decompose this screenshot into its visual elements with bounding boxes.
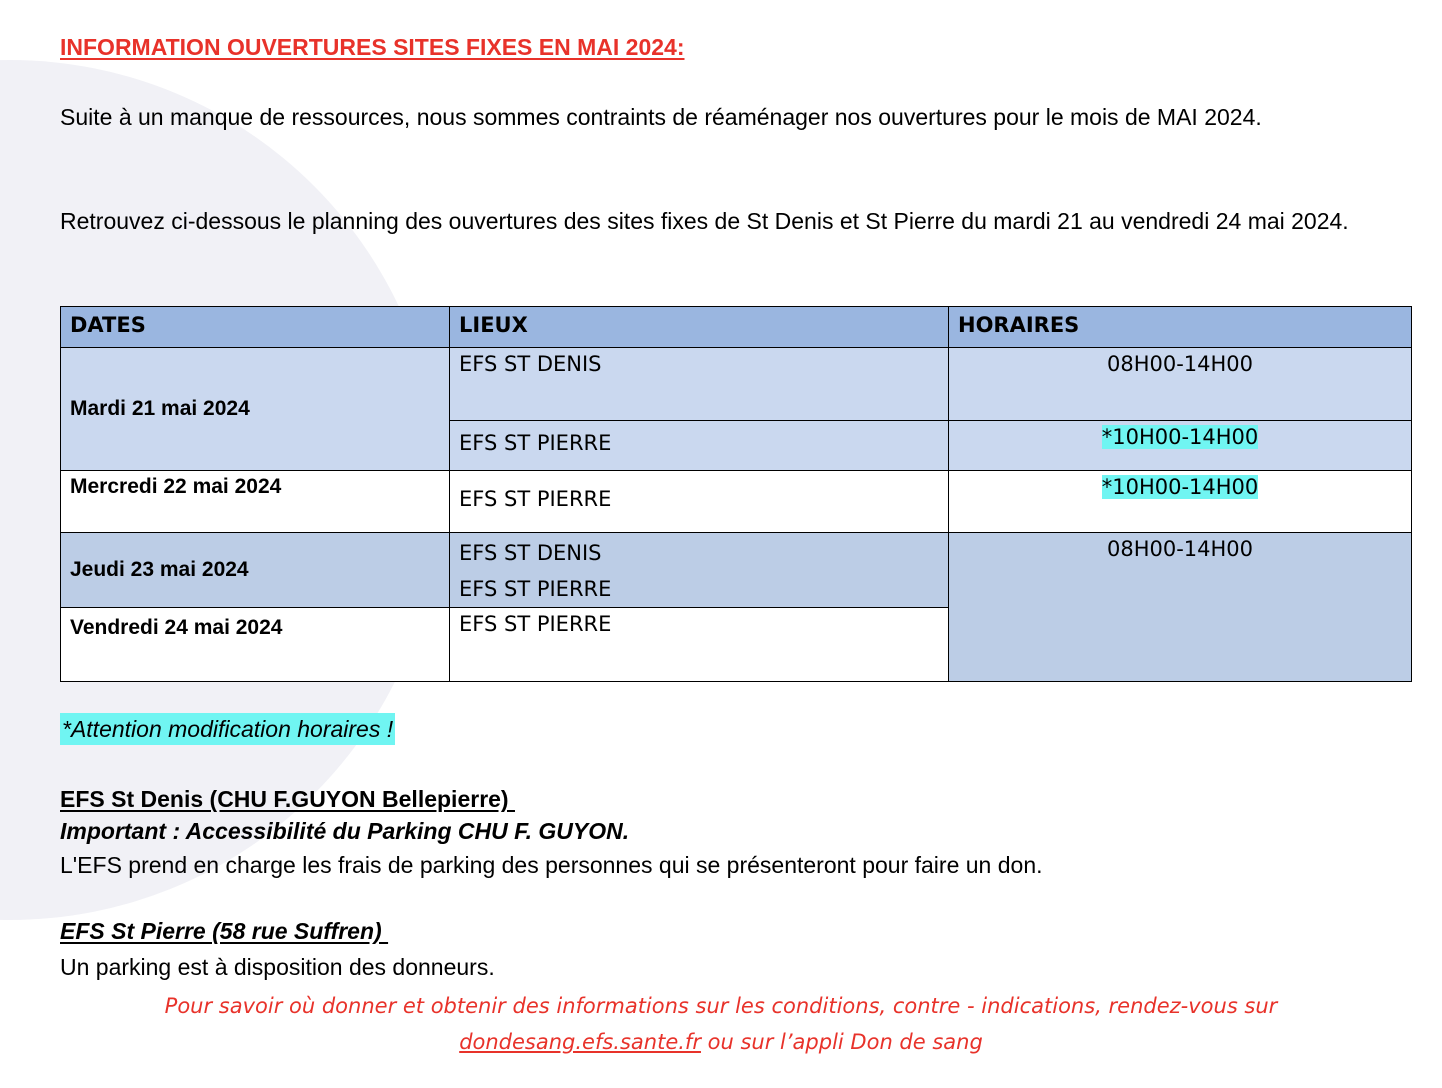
header-dates: DATES [61, 307, 450, 348]
attention-note: *Attention modification horaires ! [60, 713, 395, 745]
st-pierre-title: EFS St Pierre (58 rue Suffren) [60, 918, 389, 944]
intro-paragraph: Suite à un manque de ressources, nous sommes contraints de réaménager nos ouvertures pour le mois de MAI 2024. [60, 104, 1262, 130]
lieu-line: EFS ST PIERRE [459, 577, 612, 601]
st-denis-text: L'EFS prend en charge les frais de parking des personnes qui se présenteront pour faire un don. [60, 852, 1043, 878]
lieu-line: EFS ST DENIS [459, 541, 602, 565]
header-lieux: LIEUX [450, 307, 949, 348]
lieu-cell: EFS ST PIERRE [450, 471, 949, 533]
planning-paragraph: Retrouvez ci-dessous le planning des ouvertures des sites fixes de St Denis et St Pierre du mardi 21 au vendredi 24 mai 2024. [60, 208, 1349, 234]
horaire-cell [949, 421, 1412, 471]
table-row [61, 348, 1412, 421]
header-horaires: HORAIRES [949, 307, 1412, 348]
date-cell: Jeudi 23 mai 2024 [61, 533, 450, 608]
schedule-table [60, 306, 1412, 682]
footer-line-2-text: ou sur l’appli Don de sang [700, 1030, 983, 1054]
lieu-cell: EFS ST PIERRE [450, 608, 949, 682]
st-pierre-text: Un parking est à disposition des donneurs. [60, 954, 495, 980]
highlighted-horaire: *10H00-14H00 [1101, 425, 1259, 449]
lieu-cell: EFS ST DENIS [450, 348, 949, 421]
footer-line-1: Pour savoir où donner et obtenir des informations sur les conditions, contre - indications, rendez-vous sur [164, 994, 1278, 1018]
efs-website-link[interactable]: dondesang.efs.sante.fr [459, 1030, 701, 1054]
table-header-row [61, 307, 1412, 348]
highlighted-horaire: *10H00-14H00 [1101, 475, 1259, 499]
lieu-cell: EFS ST PIERRE [450, 421, 949, 471]
horaire-cell [949, 471, 1412, 533]
footer-info [0, 988, 1442, 1060]
page-title: INFORMATION OUVERTURES SITES FIXES EN MAI 2024: [60, 34, 685, 60]
st-denis-important: Important : Accessibilité du Parking CHU F. GUYON. [60, 818, 630, 844]
date-cell: Mardi 21 mai 2024 [61, 348, 450, 471]
table-row [61, 471, 1412, 533]
table-row [61, 533, 1412, 608]
date-cell: Mercredi 22 mai 2024 [61, 471, 450, 533]
date-cell: Vendredi 24 mai 2024 [61, 608, 450, 682]
horaire-cell: 08H00-14H00 [949, 533, 1412, 682]
horaire-cell: 08H00-14H00 [949, 348, 1412, 421]
st-denis-title: EFS St Denis (CHU F.GUYON Bellepierre) [60, 786, 515, 812]
lieu-cell [450, 533, 949, 608]
footer-line-2 [0, 1024, 1442, 1060]
